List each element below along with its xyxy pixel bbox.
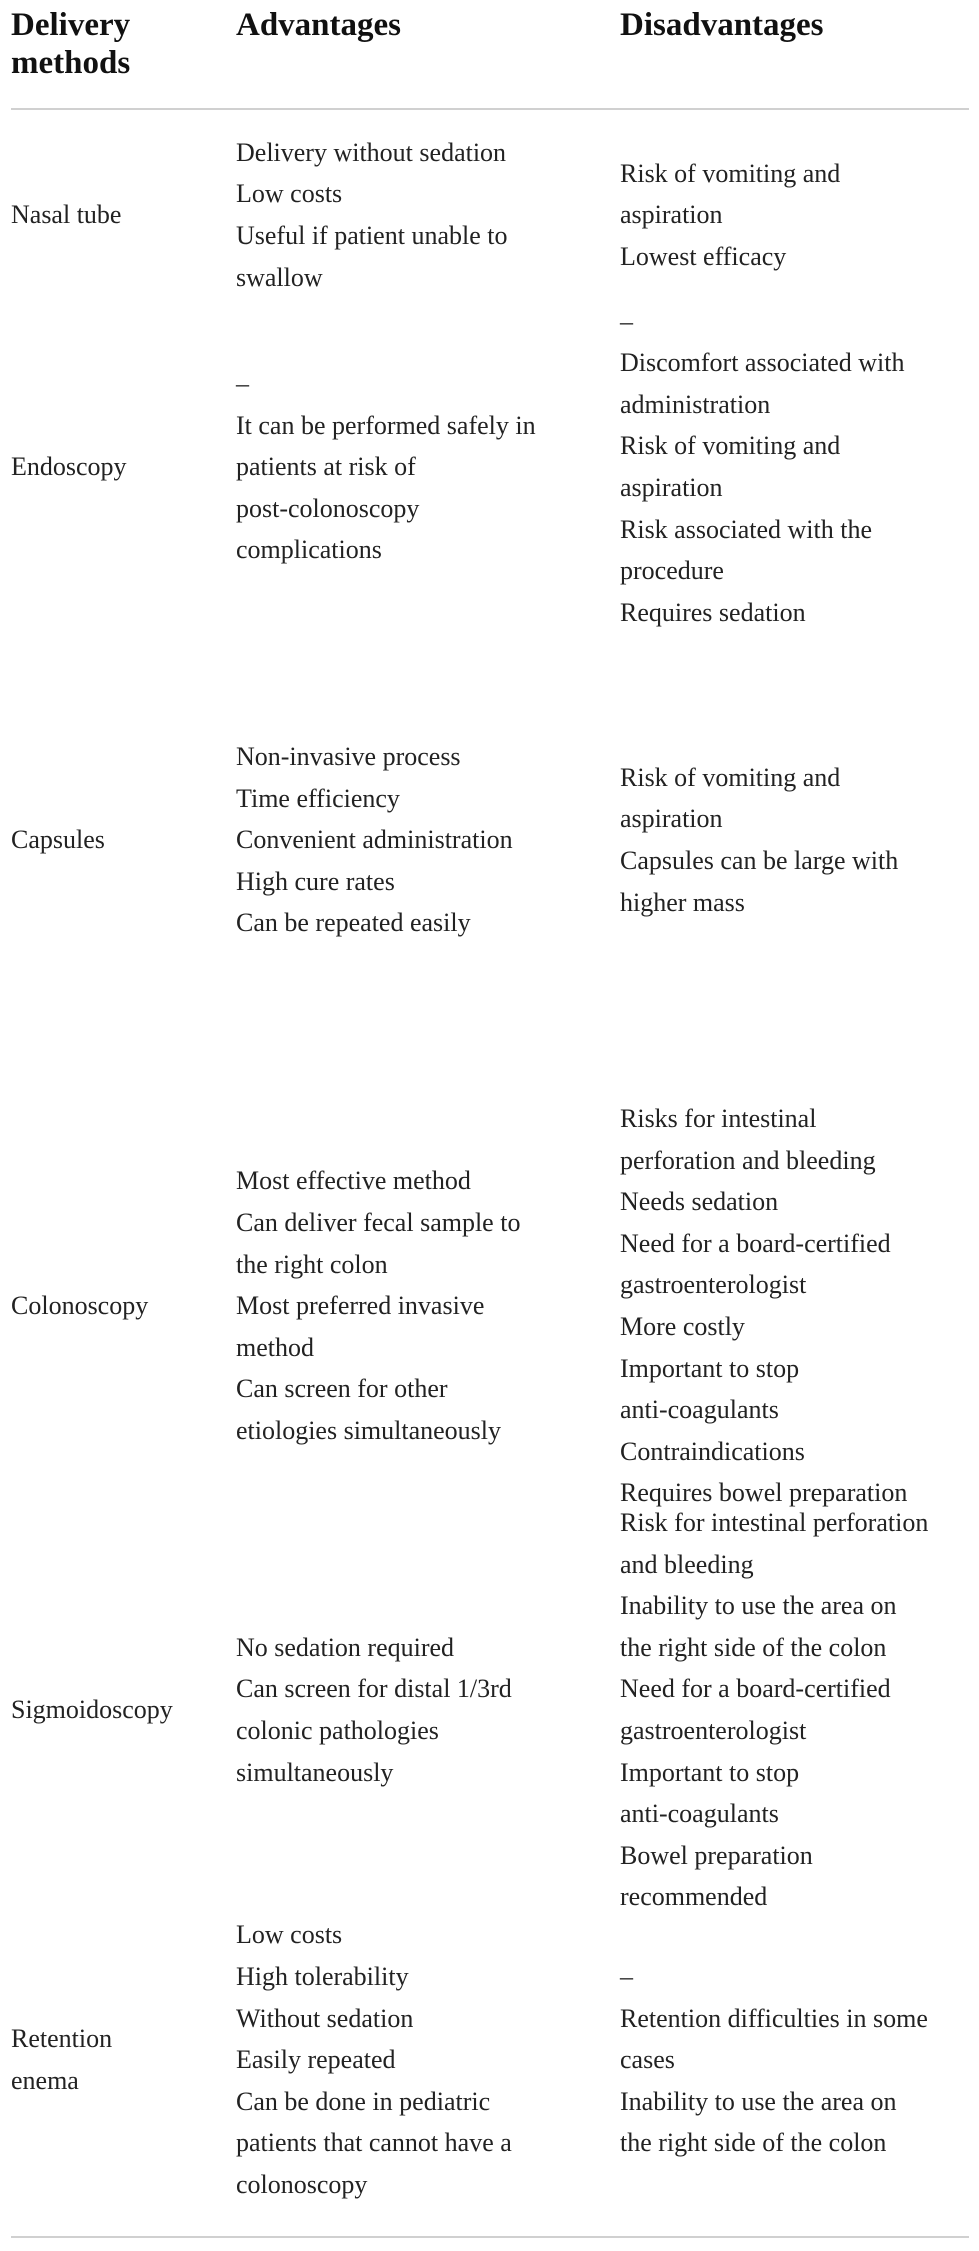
cell-line: Discomfort associated with <box>620 348 905 378</box>
cell-line: Risk of vomiting and <box>620 158 841 188</box>
cell-line: – <box>236 369 249 398</box>
bottom-rule <box>11 2236 969 2238</box>
cell-line: Most preferred invasive <box>236 1291 485 1321</box>
cell-line: Risk associated with the <box>620 514 873 544</box>
cell-line: Most effective method <box>236 1166 471 1196</box>
cell-line: Can be repeated easily <box>236 908 471 938</box>
cell-line: Useful if patient unable to <box>236 220 508 250</box>
header-delivery-methods-line1: Delivery <box>11 7 131 43</box>
cell-line: Requires bowel preparation <box>620 1478 908 1508</box>
cell-line: – <box>620 306 633 336</box>
cell-line: Risk of vomiting and <box>620 431 841 461</box>
cell-line: Capsules <box>11 825 105 855</box>
cell-line: gastroenterologist <box>620 1715 807 1745</box>
advantages-cell <box>236 363 536 571</box>
cell-line: method <box>236 1332 314 1362</box>
cell-line: patients that cannot have a <box>236 2128 512 2158</box>
cell-line: Inability to use the area on <box>620 2086 897 2116</box>
header-rule <box>11 108 969 110</box>
cell-line: Can deliver fecal sample to <box>236 1207 521 1237</box>
method-cell <box>11 1689 173 1731</box>
cell-line: the right colon <box>236 1249 388 1279</box>
cell-line: Risk of vomiting and <box>620 762 841 792</box>
cell-line: Lowest efficacy <box>620 241 787 271</box>
disadvantages-cell <box>620 153 840 278</box>
cell-line: perforation and bleeding <box>620 1145 876 1175</box>
cell-line: Easily repeated <box>236 2045 396 2075</box>
advantages-cell <box>236 1914 512 2205</box>
cell-line: complications <box>236 535 382 565</box>
cell-line: higher mass <box>620 887 745 917</box>
cell-line: Important to stop <box>620 1353 800 1383</box>
cell-line: It can be performed safely in <box>236 410 536 440</box>
cell-line: enema <box>11 2065 79 2095</box>
cell-line: Requires sedation <box>620 597 806 627</box>
cell-line: Retention <box>11 2024 113 2054</box>
cell-line: gastroenterologist <box>620 1270 807 1300</box>
method-cell <box>11 194 121 236</box>
cell-line: Nasal tube <box>11 200 122 230</box>
advantages-cell <box>236 1627 512 1793</box>
cell-line: simultaneously <box>236 1757 394 1787</box>
header-delivery-methods <box>11 6 211 82</box>
cell-line: Bowel preparation <box>620 1840 813 1870</box>
disadvantages-cell <box>620 757 898 923</box>
cell-line: Inability to use the area on <box>620 1591 897 1621</box>
cell-line: Can screen for other <box>236 1374 448 1404</box>
cell-line: Can be done in pediatric <box>236 2086 491 2116</box>
cell-line: Can screen for distal 1/3rd <box>236 1674 512 1704</box>
cell-line: recommended <box>620 1882 768 1912</box>
method-cell <box>11 2018 112 2101</box>
cell-line: Low costs <box>236 1920 343 1950</box>
advantages-cell <box>236 1160 520 1451</box>
cell-line: aspiration <box>620 200 723 230</box>
cell-line: Sigmoidoscopy <box>11 1695 173 1725</box>
disadvantages-cell <box>620 1956 928 2164</box>
cell-line: Delivery without sedation <box>236 137 507 167</box>
cell-line: the right side of the colon <box>620 2128 887 2158</box>
cell-line: colonoscopy <box>236 2169 368 2199</box>
disadvantages-cell <box>620 1502 928 1918</box>
method-cell <box>11 819 105 861</box>
cell-line: Needs sedation <box>620 1187 779 1217</box>
cell-line: Risks for intestinal <box>620 1104 817 1133</box>
cell-line: and bleeding <box>620 1549 754 1579</box>
cell-line: Endoscopy <box>11 452 127 482</box>
cell-line: anti-coagulants <box>620 1395 779 1425</box>
cell-line: More costly <box>620 1311 745 1341</box>
cell-line: Need for a board-certified <box>620 1674 891 1704</box>
cell-line: High tolerability <box>236 1961 409 1991</box>
cell-line: Convenient administration <box>236 825 513 855</box>
cell-line: colonic pathologies <box>236 1715 439 1745</box>
cell-line: Risk for intestinal perforation <box>620 1508 929 1537</box>
cell-line: etiologies simultaneously <box>236 1415 502 1445</box>
cell-line: – <box>620 1962 633 1991</box>
cell-line: Need for a board-certified <box>620 1228 891 1258</box>
cell-line: Time efficiency <box>236 783 400 813</box>
cell-line: post-colonoscopy <box>236 493 420 523</box>
cell-line: patients at risk of <box>236 452 416 482</box>
cell-line: No sedation required <box>236 1632 455 1662</box>
advantages-cell <box>236 736 513 944</box>
method-cell <box>11 1285 148 1327</box>
cell-line: Without sedation <box>236 2003 414 2033</box>
cell-line: Non-invasive process <box>236 742 461 771</box>
cell-line: swallow <box>236 262 323 292</box>
cell-line: Retention difficulties in some <box>620 2003 928 2033</box>
cell-line: aspiration <box>620 804 723 834</box>
cell-line: the right side of the colon <box>620 1632 887 1662</box>
cell-line: Colonoscopy <box>11 1291 149 1321</box>
cell-line: aspiration <box>620 472 723 502</box>
header-advantages: Advantages <box>236 7 402 43</box>
disadvantages-cell <box>620 1098 907 1514</box>
cell-line: anti-coagulants <box>620 1799 779 1829</box>
advantages-cell <box>236 132 507 298</box>
cell-line: procedure <box>620 556 724 586</box>
cell-line: Contraindications <box>620 1436 805 1466</box>
cell-line: administration <box>620 389 771 419</box>
header-disadvantages: Disadvantages <box>620 7 824 43</box>
cell-line: High cure rates <box>236 866 395 896</box>
cell-line: Capsules can be large with <box>620 845 899 875</box>
disadvantages-cell <box>620 301 905 634</box>
cell-line: Low costs <box>236 179 343 209</box>
method-cell <box>11 446 127 488</box>
header-delivery-methods-line2: methods <box>11 45 131 81</box>
cell-line: cases <box>620 2045 675 2075</box>
cell-line: Important to stop <box>620 1757 800 1787</box>
